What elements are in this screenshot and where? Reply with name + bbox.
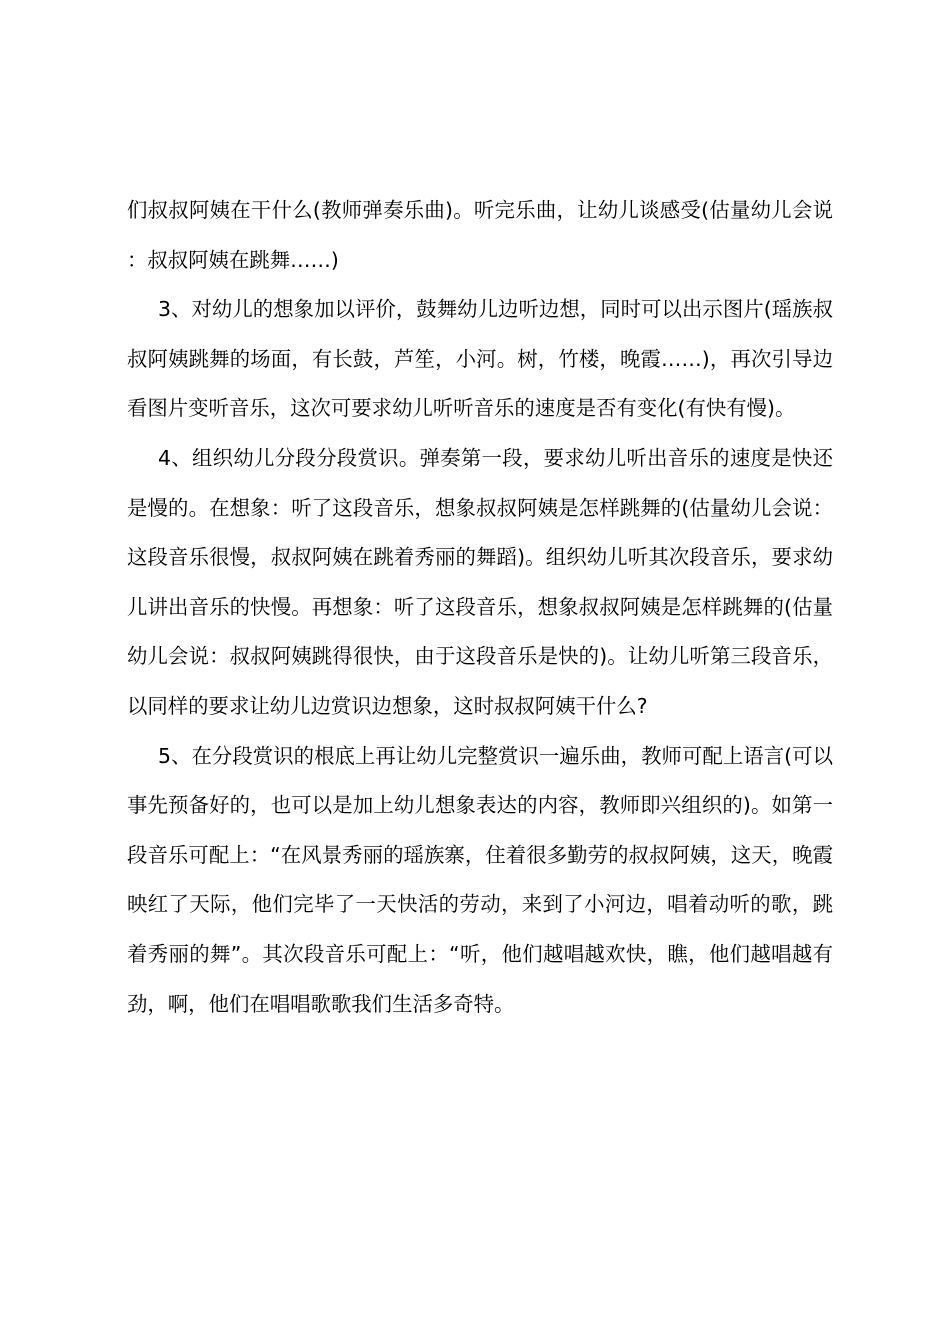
- paragraph-step-4: 4、组织幼儿分段分段赏识。弹奏第一段，要求幼儿听出音乐的速度是快还是慢的。在想象：听了这段音乐，想象叔叔阿姨是怎样跳舞的(估量幼儿会说：这段音乐很慢，叔叔阿姨在跳着秀丽的舞蹈)。组织幼儿听其次段音乐，要求幼儿讲出音乐的快慢。再想象：听了这段音乐，想象叔叔阿姨是怎样跳舞的(估量幼儿会说：叔叔阿姨跳得很快，由于这段音乐是快的)。让幼儿听第三段音乐，以同样的要求让幼儿边赏识边想象，这时叔叔阿姨干什么?: [127, 445, 833, 718]
- paragraph-step-5: 5、在分段赏识的根底上再让幼儿完整赏识一遍乐曲，教师可配上语言(可以事先预备好的，也可以是加上幼儿想象表达的内容，教师即兴组织的)。如第一段音乐可配上：“在风景秀丽的瑶族寨，住着很多勤劳的叔叔阿姨，这天，晚霞映红了天际，他们完毕了一天快活的劳动，来到了小河边，唱着动听的歌，跳着秀丽的舞”。其次段音乐可配上：“听，他们越唱越欢快，瞧，他们越唱越有劲，啊，他们在唱唱歌歌我们生活多奇特。: [127, 743, 833, 1016]
- paragraph-step-3: 3、对幼儿的想象加以评价，鼓舞幼儿边听边想，同时可以出示图片(瑶族叔叔阿姨跳舞的场面，有长鼓，芦笙，小河。树，竹楼，晚霞……)，再次引导边看图片变听音乐，这次可要求幼儿听听音乐的速度是否有变化(有快有慢)。: [127, 297, 833, 421]
- paragraph-continuation: 们叔叔阿姨在干什么(教师弹奏乐曲)。听完乐曲，让幼儿谈感受(估量幼儿会说：叔叔阿姨在跳舞……): [127, 198, 833, 272]
- document-body: [127, 186, 833, 1029]
